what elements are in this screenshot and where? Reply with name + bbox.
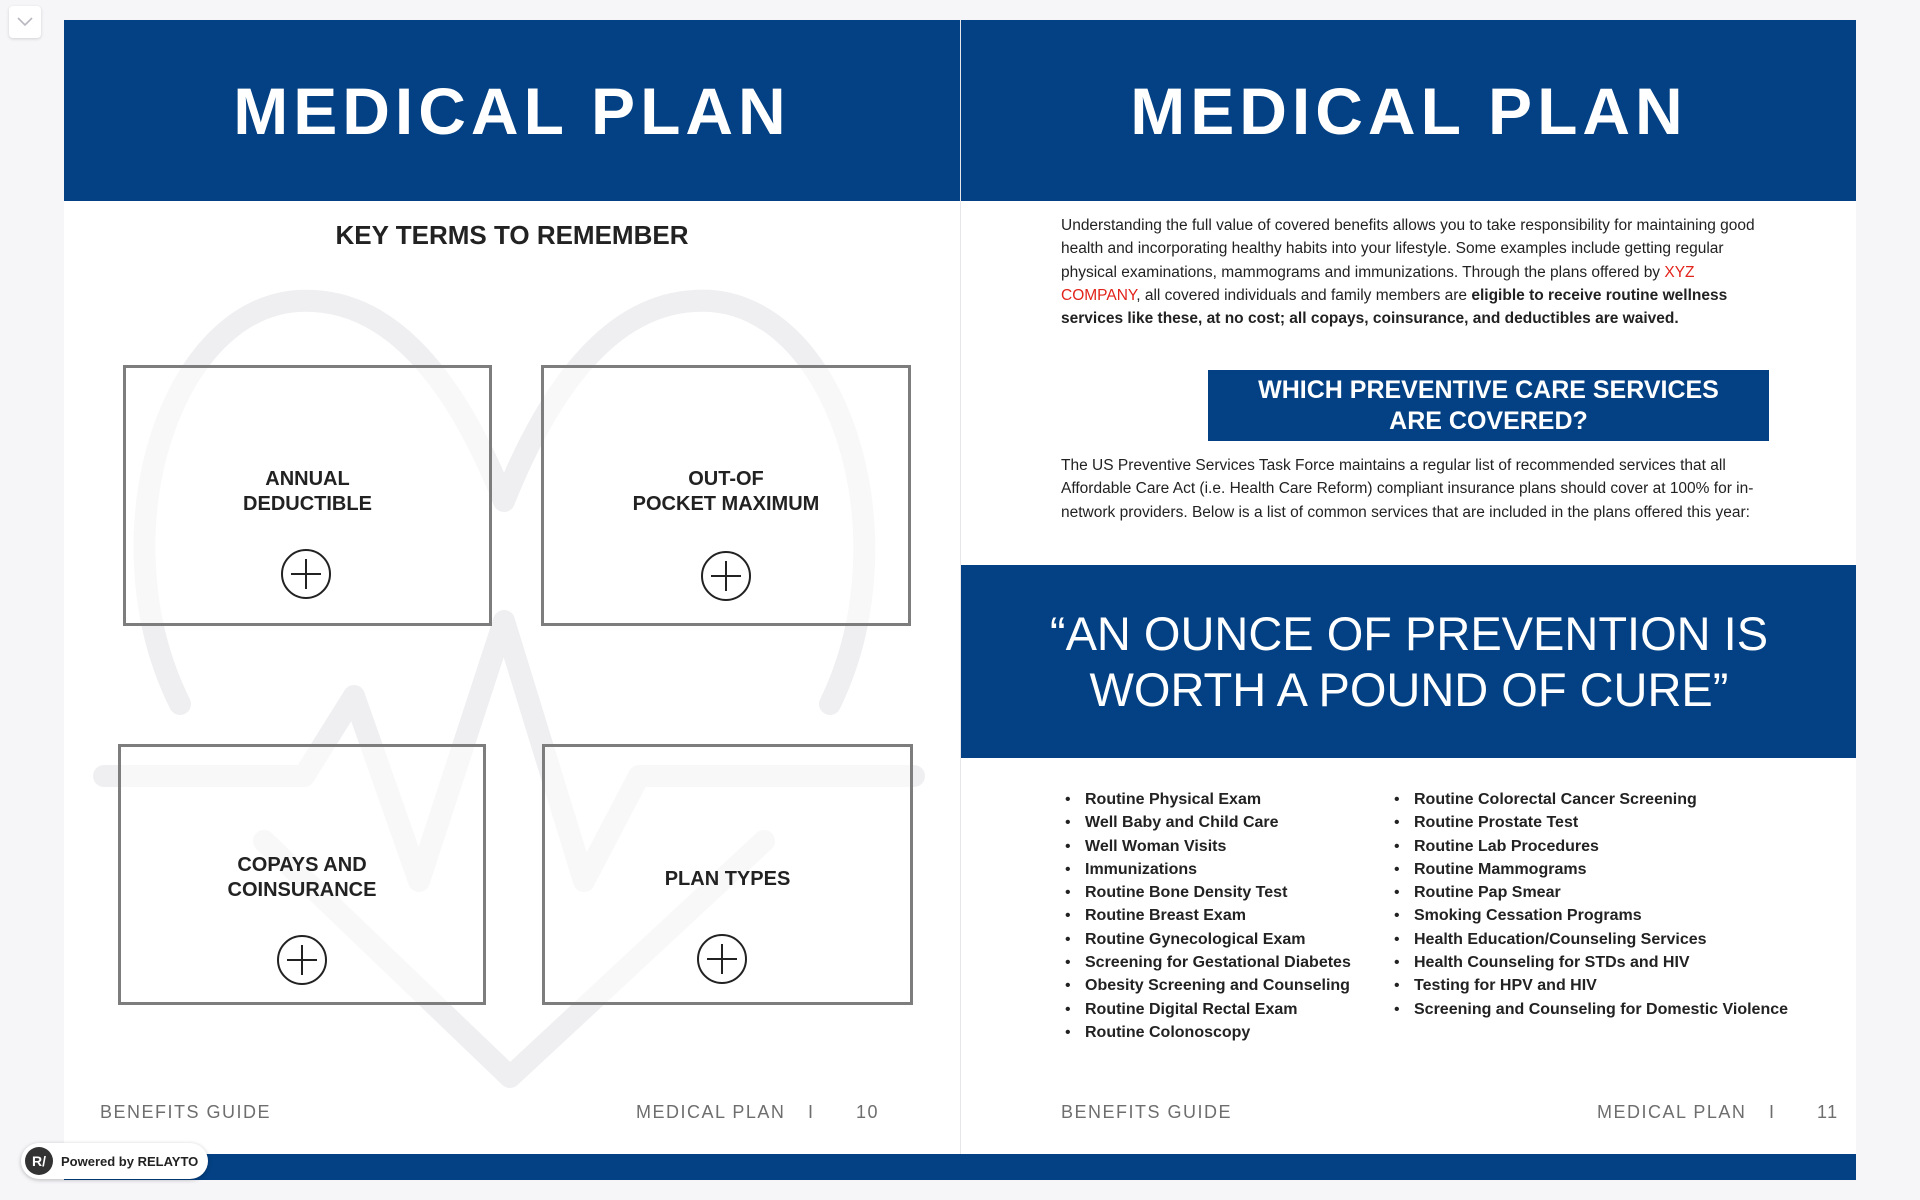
service-list-item: • Screening for Gestational Diabetes (1061, 951, 1351, 974)
plus-circle-icon[interactable] (695, 932, 749, 986)
powered-by-label: Powered by RELAYTO (61, 1153, 199, 1169)
footer-guide-label: BENEFITS GUIDE (1061, 1102, 1233, 1122)
service-list-item: • Routine Digital Rectal Exam (1061, 998, 1351, 1021)
service-list-item: • Routine Bone Density Test (1061, 881, 1351, 904)
page-right (960, 20, 1856, 1180)
term-card-plan-types[interactable] (542, 744, 913, 1005)
left-header-band (64, 20, 960, 201)
right-header-title: MEDICAL PLAN (1130, 73, 1688, 148)
preventive-care-banner (1208, 370, 1769, 441)
footer-separator: I (1769, 1102, 1776, 1122)
left-header-title: MEDICAL PLAN (233, 73, 791, 148)
prevention-quote (961, 565, 1856, 758)
service-list-item: • Testing for HPV and HIV (1390, 974, 1788, 997)
service-list-item: • Obesity Screening and Counseling (1061, 974, 1351, 997)
key-terms-title: KEY TERMS TO REMEMBER (335, 220, 689, 250)
service-list-item: • Immunizations (1061, 858, 1351, 881)
uspstf-paragraph: The US Preventive Services Task Force maintains a regular list of recommended services that all Affordable Care Act (i.e. Health Care Reform) compliant insurance plans should cover at 100% for in-network providers. Below is a list of common services that are included in the plans offered this year: (1061, 457, 1754, 521)
footer-guide-label: BENEFITS GUIDE (100, 1102, 272, 1122)
bottom-brand-bar (64, 1154, 1856, 1180)
plus-circle-icon[interactable] (279, 547, 333, 601)
term-card-copays-and-coinsurance[interactable] (118, 744, 486, 1005)
document-spread (64, 20, 1856, 1180)
chevron-down-icon (16, 16, 34, 28)
service-list-item: • Well Baby and Child Care (1061, 811, 1351, 834)
term-label-line2: POCKET MAXIMUM (632, 493, 820, 515)
term-label-line2: DEDUCTIBLE (243, 493, 372, 515)
services-list-left (1061, 788, 1351, 1044)
service-list-item: • Routine Lab Procedures (1390, 835, 1788, 858)
service-list-item: • Routine Colonoscopy (1061, 1021, 1351, 1044)
service-list-item: • Routine Physical Exam (1061, 788, 1351, 811)
service-list-item: • Routine Mammograms (1390, 858, 1788, 881)
services-list-right (1390, 788, 1788, 1021)
intro-text-part1: Understanding the full value of covered benefits allows you to take responsibility for maintaining good health and incorporating healthy habits into your lifestyle. Some examples include getting regular physical examinations, mammograms and immunizations. Through the plans offered by (1061, 217, 1755, 281)
powered-by-badge[interactable] (21, 1143, 208, 1179)
plus-circle-icon[interactable] (699, 549, 753, 603)
right-header-band (961, 20, 1856, 201)
company-name: XYZ COMPANY (1061, 263, 1695, 304)
intro-paragraph (1061, 214, 1761, 330)
term-label-line1: ANNUAL (265, 468, 350, 490)
relayto-logo-icon: R/ (25, 1147, 53, 1175)
term-label-line1: COPAYS AND (237, 854, 367, 876)
service-list-item: • Routine Pap Smear (1390, 881, 1788, 904)
collapse-toggle-button[interactable] (9, 6, 41, 38)
service-list-item: • Routine Breast Exam (1061, 904, 1351, 927)
banner-line2: ARE COVERED? (1389, 406, 1588, 435)
term-card-out-of-pocket-maximum[interactable] (541, 365, 911, 626)
service-list-item: • Health Education/Counseling Services (1390, 928, 1788, 951)
service-list-item: • Well Woman Visits (1061, 835, 1351, 858)
service-list-item: • Routine Colorectal Cancer Screening (1390, 788, 1788, 811)
footer-section-label: MEDICAL PLAN (1597, 1102, 1747, 1122)
term-label-line1: OUT-OF (688, 468, 764, 490)
service-list-item: • Screening and Counseling for Domestic Violence (1390, 998, 1788, 1021)
footer-separator: I (808, 1102, 815, 1122)
term-label-line1: PLAN TYPES (664, 868, 791, 890)
plus-circle-icon[interactable] (275, 933, 329, 987)
service-list-item: • Routine Prostate Test (1390, 811, 1788, 834)
service-list-item: • Routine Gynecological Exam (1061, 928, 1351, 951)
footer-section-label: MEDICAL PLAN (636, 1102, 786, 1122)
intro-text-part2: , all covered individuals and family members are (1136, 286, 1472, 304)
service-list-item: • Smoking Cessation Programs (1390, 904, 1788, 927)
footer-page-number: 11 (1817, 1102, 1839, 1122)
intro-bold-text: eligible to receive routine wellness services like these, at no cost; all copays, coinsurance, and deductibles are waived. (1061, 286, 1728, 328)
term-card-annual-deductible[interactable] (123, 365, 492, 626)
service-list-item: • Health Counseling for STDs and HIV (1390, 951, 1788, 974)
banner-line1: WHICH PREVENTIVE CARE SERVICES (1258, 375, 1719, 404)
footer-page-number: 10 (856, 1102, 880, 1122)
page-left (64, 20, 960, 1180)
quote-line1: “AN OUNCE OF PREVENTION IS (1049, 606, 1769, 660)
quote-line2: WORTH A POUND OF CURE” (1089, 662, 1729, 716)
term-label-line2: COINSURANCE (227, 879, 377, 901)
